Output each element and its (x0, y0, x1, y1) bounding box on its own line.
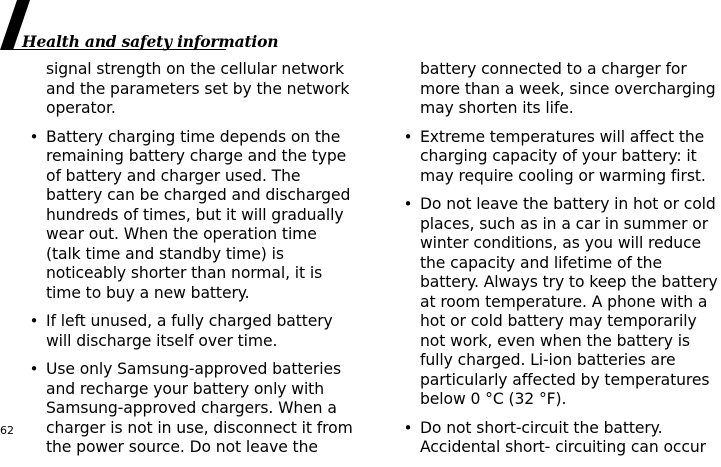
bullet-marker: • (403, 195, 413, 213)
bullet-item (396, 128, 721, 187)
bullet-text: Do not leave the battery in hot or cold places, such as in a car in summer or winter conditions, as you will reduce the capacity and lifetime of the battery. Always try to keep the battery at room temperature. A phone with a hot or cold battery may temporarily not work, even when the battery is fully charged. Li-ion batteries are particularly affected by temperatures below 0 °C (32 °F). (420, 195, 718, 408)
bullet-text: Use only Samsung-approved batteries and recharge your battery only with Samsung-approved chargers. When a charger is not in use, disconnect it from the power source. Do not leave the (46, 360, 353, 456)
bullet-text: If left unused, a fully charged battery will discharge itself over time. (46, 312, 333, 350)
paragraph-continuation: battery connected to a charger for more than a week, since overcharging may shorten its life. (420, 60, 716, 117)
bullet-item (22, 312, 354, 351)
right-column (396, 60, 721, 467)
section-title: Health and safety information (22, 32, 279, 51)
bullet-item (22, 128, 354, 304)
bullet-text: Do not short-circuit the battery. Accidental short- circuiting can occur (420, 418, 706, 456)
bullet-item (396, 195, 721, 410)
page-number: 62 (0, 424, 14, 437)
bullet-item (396, 419, 721, 458)
bullet-item (22, 360, 354, 458)
bullet-text: Extreme temperatures will affect the charging capacity of your battery: it may require cooling or warming first. (420, 127, 706, 185)
bullet-marker: • (403, 418, 413, 437)
bullet-text: Battery charging time depends on the remaining battery charge and the type of battery and charger used. The battery can be charged and discharged hundreds of times, but it will gradually wear out. When the operation time (talk time and standby time) is noticeably shorter than normal, it is time to buy a new battery. (46, 127, 351, 302)
paragraph-continuation: signal strength on the cellular network and the parameters set by the network operator. (46, 60, 350, 117)
bullet-marker: • (29, 312, 39, 330)
bullet-marker: • (29, 127, 39, 146)
bullet-marker: • (403, 127, 413, 146)
left-column (22, 60, 354, 467)
bullet-marker: • (29, 360, 39, 378)
